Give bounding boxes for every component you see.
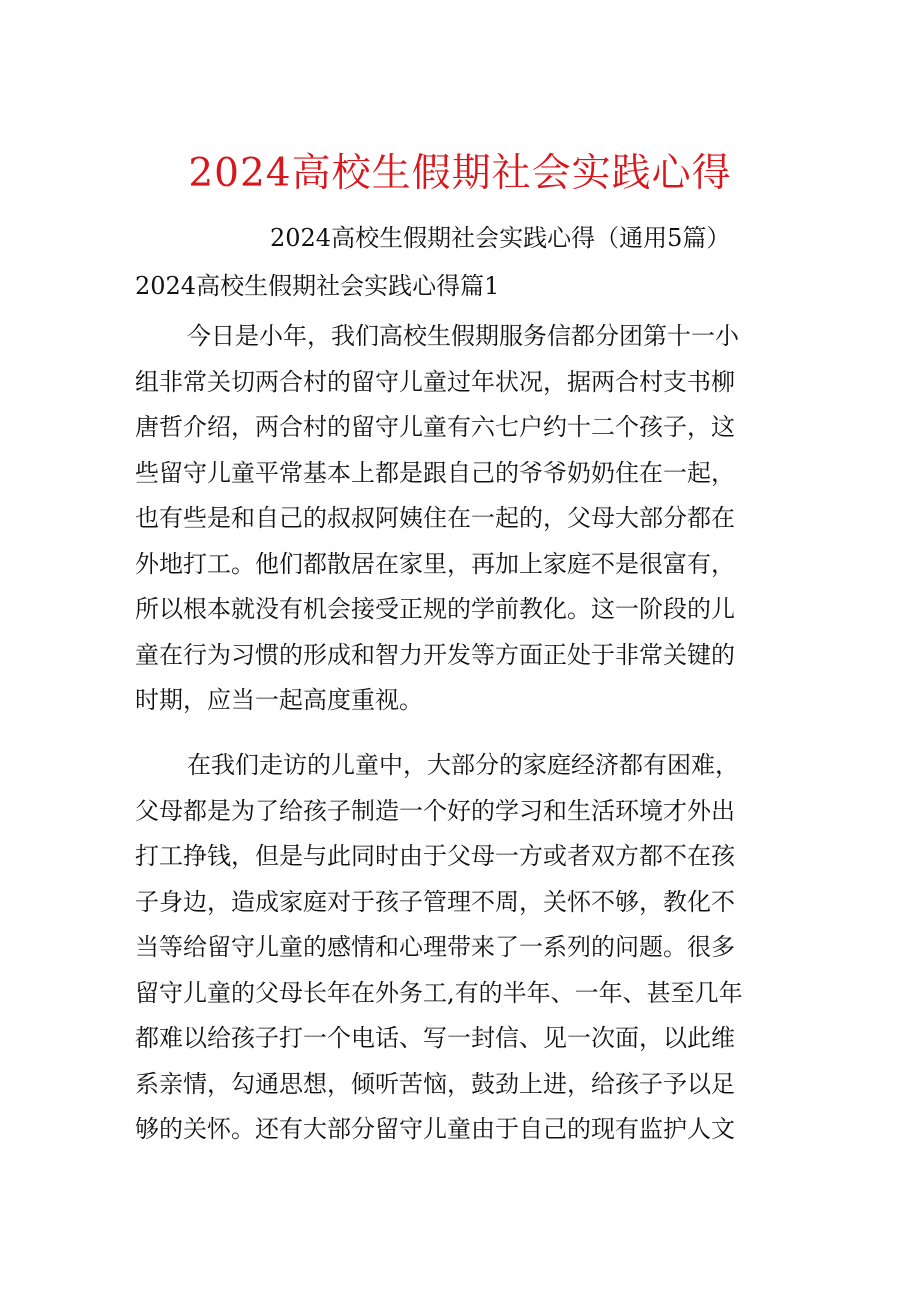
document-title: 2024高校生假期社会实践心得 (188, 151, 732, 196)
paragraph-line: 都难以给孩子打一个电话、写一封信、见一次面，以此维 (135, 1024, 735, 1052)
paragraph-line: 系亲情，勾通思想，倾听苦恼，鼓劲上进，给孩子予以足 (135, 1069, 735, 1098)
paragraph-line: 也有些是和自己的叔叔阿姨住在一起的，父母大部分都在 (135, 504, 735, 532)
paragraph-line: 子身边，造成家庭对于孩子管理不周，关怀不够，教化不 (135, 887, 735, 916)
paragraph-line: 童在行为习惯的形成和智力开发等方面正处于非常关键的 (135, 640, 735, 669)
paragraph-2 (135, 743, 799, 1153)
section-heading: 2024高校生假期社会实践心得篇1 (135, 272, 500, 300)
paragraph-line: 组非常关切两合村的留守儿童过年状况，据两合村支书柳 (135, 367, 735, 396)
paragraph-line: 些留守儿童平常基本上都是跟自己的爷爷奶奶住在一起， (135, 458, 735, 487)
paragraph-line: 所以根本就没有机会接受正规的学前教化。这一阶段的儿 (135, 595, 735, 623)
paragraph-line: 今日是小年，我们高校生假期服务信都分团第十一小 (187, 322, 739, 350)
paragraph-line: 在我们走访的儿童中，大部分的家庭经济都有困难， (187, 751, 739, 779)
paragraph-line: 当等给留守儿童的感情和心理带来了一系列的问题。很多 (135, 933, 735, 961)
paragraph-1 (135, 314, 799, 724)
paragraph-line: 留守儿童的父母长年在外务工,有的半年、一年、甚至几年 (135, 978, 743, 1007)
paragraph-line: 打工挣钱，但是与此同时由于父母一方或者双方都不在孩 (135, 842, 735, 870)
paragraph-line: 时期，应当一起高度重视。 (135, 686, 423, 714)
paragraph-line: 父母都是为了给孩子制造一个好的学习和生活环境才外出 (135, 796, 735, 825)
paragraph-line: 外地打工。他们都散居在家里，再加上家庭不是很富有， (135, 549, 735, 578)
document-subtitle: 2024高校生假期社会实践心得（通用5篇） (270, 224, 731, 252)
paragraph-line: 够的关怀。还有大部分留守儿童由于自己的现有监护人文 (135, 1115, 735, 1143)
paragraph-line: 唐哲介绍，两合村的留守儿童有六七户约十二个孩子，这 (135, 413, 735, 441)
